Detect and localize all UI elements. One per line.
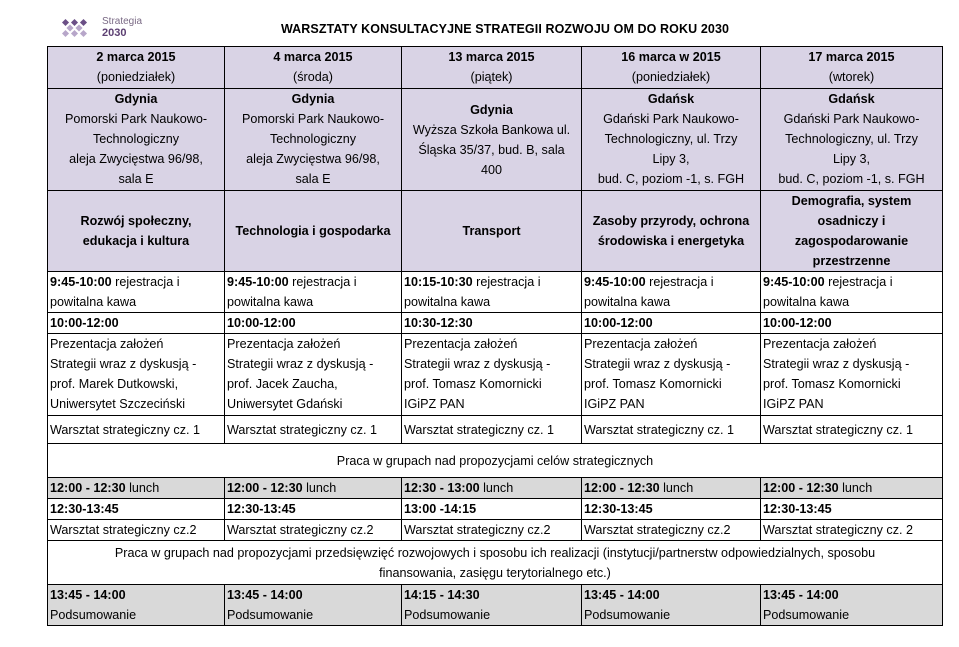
lunch-text: lunch: [125, 481, 160, 495]
registration-text2: powitalna kawa: [50, 295, 137, 309]
logo-year-text: 2030: [102, 27, 127, 39]
summary-cell: [225, 585, 402, 626]
session1-time-cell: 10:00-12:00: [225, 313, 402, 334]
presentation-line: IGiPZ PAN: [763, 397, 824, 411]
presentation-cell: [761, 334, 943, 416]
table-row: [48, 520, 943, 541]
session2-time-cell: 12:30-13:45: [761, 499, 943, 520]
venue-address-line: Technologiczny: [92, 132, 180, 146]
venue-city: Gdańsk: [828, 92, 875, 106]
venue-address-line: aleja Zwycięstwa 96/98,: [246, 152, 380, 166]
registration-line: [227, 272, 399, 292]
venue-address-line: Technologiczny: [269, 132, 357, 146]
workshop1-cell: Warsztat strategiczny cz. 1: [582, 416, 761, 444]
lunch-cell: [761, 478, 943, 499]
date-text: 4 marca 2015: [273, 50, 353, 64]
summary-label: Podsumowanie: [227, 608, 314, 622]
summary-label: Podsumowanie: [50, 608, 137, 622]
venue-address-line: bud. C, poziom -1, s. FGH: [778, 172, 925, 186]
venue-address-line: Gdański Park Naukowo-: [603, 112, 739, 126]
presentation-line: prof. Marek Dutkowski,: [50, 377, 179, 391]
registration-cell: [582, 272, 761, 313]
venue-address-line: Lipy 3,: [832, 152, 871, 166]
lunch-time: 12:00 - 12:30: [763, 481, 839, 495]
registration-line: [50, 272, 222, 292]
presentation-cell: [225, 334, 402, 416]
registration-text: rejestracja i: [472, 275, 541, 289]
registration-line: [404, 272, 579, 292]
venue-address-line: Technologiczny, ul. Trzy: [785, 132, 918, 146]
topic-cell: [582, 191, 761, 272]
lunch-text: lunch: [479, 481, 514, 495]
date-text: 2 marca 2015: [96, 50, 176, 64]
table-row: [48, 541, 943, 585]
table-row: [48, 585, 943, 626]
venue-cell: [761, 89, 943, 191]
registration-text2: powitalna kawa: [227, 295, 314, 309]
topic-line: Demografia, system: [791, 194, 912, 208]
date-header-cell: [225, 47, 402, 89]
venue-address-line: Wyższa Szkoła Bankowa ul.: [412, 122, 571, 137]
topic-line: Zasoby przyrody, ochrona: [592, 214, 750, 228]
date-text: 13 marca 2015: [448, 50, 535, 64]
registration-text: rejestracja i: [645, 275, 714, 289]
presentation-line: prof. Tomasz Komornicki: [404, 377, 542, 391]
registration-time: 9:45-10:00: [50, 275, 112, 289]
presentation-line: prof. Tomasz Komornicki: [584, 377, 722, 391]
registration-cell: [48, 272, 225, 313]
groupwork1-cell: Praca w grupach nad propozycjami celów strategicznych: [48, 444, 943, 478]
venue-cell: [225, 89, 402, 191]
registration-cell: [761, 272, 943, 313]
presentation-line: Uniwersytet Gdański: [227, 397, 343, 411]
venue-city: Gdynia: [291, 92, 335, 106]
workshop1-cell: Warsztat strategiczny cz. 1: [761, 416, 943, 444]
lunch-time: 12:00 - 12:30: [227, 481, 303, 495]
date-header-cell: [761, 47, 943, 89]
topic-cell: [402, 191, 582, 272]
topic-cell: [48, 191, 225, 272]
weekday-text: (poniedziałek): [631, 70, 711, 84]
presentation-line: prof. Tomasz Komornicki: [763, 377, 901, 391]
date-text: 16 marca w 2015: [621, 50, 721, 64]
workshop1-cell: Warsztat strategiczny cz. 1: [402, 416, 582, 444]
topic-line: środowiska i energetyka: [597, 234, 745, 248]
weekday-text: (piątek): [470, 70, 513, 84]
topic-line: osadniczy i: [817, 214, 886, 228]
venue-address-line: aleja Zwycięstwa 96/98,: [69, 152, 203, 166]
venue-address-line: sala E: [295, 172, 331, 186]
presentation-line: Strategii wraz z dyskusją -: [763, 357, 910, 371]
registration-text2: powitalna kawa: [404, 295, 491, 309]
date-text: 17 marca 2015: [808, 50, 895, 64]
presentation-line: Strategii wraz z dyskusją -: [404, 357, 551, 371]
venue-city: Gdynia: [114, 92, 158, 106]
presentation-line: Prezentacja założeń: [763, 337, 877, 351]
presentation-line: Strategii wraz z dyskusją -: [227, 357, 374, 371]
presentation-line: Prezentacja założeń: [584, 337, 698, 351]
presentation-line: IGiPZ PAN: [404, 397, 465, 411]
venue-address-line: 400: [480, 162, 502, 177]
groupwork2-cell: [48, 541, 943, 585]
summary-cell: [402, 585, 582, 626]
weekday-text: (wtorek): [828, 70, 875, 84]
session2-time-cell: 12:30-13:45: [225, 499, 402, 520]
lunch-time: 12:00 - 12:30: [50, 481, 126, 495]
presentation-cell: [48, 334, 225, 416]
table-row: [48, 334, 943, 416]
lunch-cell: [402, 478, 582, 499]
registration-text2: powitalna kawa: [584, 295, 671, 309]
lunch-text: lunch: [659, 481, 694, 495]
lunch-text: lunch: [302, 481, 337, 495]
table-row: [48, 47, 943, 89]
session2-time-cell: 12:30-13:45: [582, 499, 761, 520]
topic-cell: [761, 191, 943, 272]
venue-city: Gdańsk: [647, 92, 695, 106]
weekday-text: (poniedziałek): [96, 70, 176, 84]
registration-text: rejestracja i: [288, 275, 357, 289]
registration-cell: [225, 272, 402, 313]
lunch-time: 12:00 - 12:30: [584, 481, 660, 495]
summary-cell: [761, 585, 943, 626]
venue-city: Gdynia: [470, 102, 513, 117]
venue-address-line: bud. C, poziom -1, s. FGH: [597, 172, 745, 186]
registration-line: [763, 272, 940, 292]
summary-label: Podsumowanie: [404, 608, 491, 622]
summary-time: 13:45 - 14:00: [584, 588, 660, 602]
topic-line: przestrzenne: [812, 254, 891, 268]
presentation-line: Strategii wraz z dyskusją -: [50, 357, 197, 371]
venue-address-line: sala E: [118, 172, 154, 186]
workshop2-cell: Warsztat strategiczny cz.2: [48, 520, 225, 541]
summary-cell: [582, 585, 761, 626]
document-title: WARSZTATY KONSULTACYJNE STRATEGII ROZWOJU OM DO ROKU 2030: [280, 22, 730, 36]
venue-address-line: Lipy 3,: [652, 152, 690, 166]
topic-line: edukacja i kultura: [82, 234, 190, 248]
topic-cell: [225, 191, 402, 272]
groupwork2-line: Praca w grupach nad propozycjami przedsięwzięć rozwojowych i sposobu ich realizacji (instytucji/partnerstw odpowiedzialnych, sposobu: [114, 545, 876, 560]
summary-label: Podsumowanie: [584, 608, 671, 622]
lunch-time: 12:30 - 13:00: [404, 481, 480, 495]
logo: [62, 16, 162, 40]
venue-cell: [582, 89, 761, 191]
workshop2-cell: Warsztat strategiczny cz.2: [402, 520, 582, 541]
table-row: [48, 89, 943, 191]
table-row: [48, 499, 943, 520]
session2-time-cell: 13:00 -14:15: [402, 499, 582, 520]
lunch-cell: [582, 478, 761, 499]
topic-line: Technologia i gospodarka: [235, 224, 391, 238]
presentation-line: Uniwersytet Szczeciński: [50, 397, 186, 411]
topic-line: Rozwój społeczny,: [80, 214, 192, 228]
presentation-line: prof. Jacek Zaucha,: [227, 377, 338, 391]
summary-cell: [48, 585, 225, 626]
table-row: [48, 444, 943, 478]
schedule-table: [47, 46, 943, 626]
weekday-text: (środa): [293, 70, 333, 84]
summary-time: 13:45 - 14:00: [50, 588, 126, 602]
table-row: [48, 191, 943, 272]
lunch-cell: [225, 478, 402, 499]
registration-time: 10:15-10:30: [404, 275, 473, 289]
venue-address-line: Technologiczny, ul. Trzy: [604, 132, 738, 146]
date-header-cell: [402, 47, 582, 89]
topic-line: Transport: [462, 224, 521, 238]
venue-address-line: Gdański Park Naukowo-: [783, 112, 920, 126]
presentation-line: Prezentacja założeń: [227, 337, 341, 351]
presentation-line: Prezentacja założeń: [404, 337, 518, 351]
venue-address-line: Pomorski Park Naukowo-: [64, 112, 208, 126]
session1-time-cell: 10:00-12:00: [582, 313, 761, 334]
date-header-cell: [582, 47, 761, 89]
venue-address-line: Pomorski Park Naukowo-: [241, 112, 385, 126]
registration-text: rejestracja i: [824, 275, 893, 289]
summary-label: Podsumowanie: [763, 608, 850, 622]
date-header-cell: [48, 47, 225, 89]
lunch-text: lunch: [838, 481, 873, 495]
venue-cell: [48, 89, 225, 191]
summary-time: 13:45 - 14:00: [763, 588, 839, 602]
workshop2-cell: Warsztat strategiczny cz.2: [582, 520, 761, 541]
strategia-logo-icon: [62, 18, 88, 38]
registration-text: rejestracja i: [111, 275, 180, 289]
workshop2-cell: Warsztat strategiczny cz. 2: [761, 520, 943, 541]
session2-time-cell: 12:30-13:45: [48, 499, 225, 520]
topic-line: zagospodarowanie: [794, 234, 909, 248]
lunch-cell: [48, 478, 225, 499]
table-row: [48, 272, 943, 313]
venue-cell: [402, 89, 582, 191]
workshop1-cell: Warsztat strategiczny cz. 1: [225, 416, 402, 444]
presentation-line: IGiPZ PAN: [584, 397, 645, 411]
table-row: [48, 416, 943, 444]
logo-brand-text: Strategia: [102, 16, 143, 27]
venue-address-line: Śląska 35/37, bud. B, sala: [418, 142, 565, 157]
presentation-line: Prezentacja założeń: [50, 337, 164, 351]
table-row: [48, 313, 943, 334]
registration-text2: powitalna kawa: [763, 295, 850, 309]
presentation-cell: [582, 334, 761, 416]
session1-time-cell: 10:30-12:30: [402, 313, 582, 334]
registration-time: 9:45-10:00: [584, 275, 646, 289]
registration-line: [584, 272, 758, 292]
summary-time: 13:45 - 14:00: [227, 588, 303, 602]
registration-cell: [402, 272, 582, 313]
session1-time-cell: 10:00-12:00: [48, 313, 225, 334]
groupwork2-line: finansowania, zasięgu terytorialnego etc.): [379, 565, 611, 580]
registration-time: 9:45-10:00: [227, 275, 289, 289]
workshop2-cell: Warsztat strategiczny cz.2: [225, 520, 402, 541]
summary-time: 14:15 - 14:30: [404, 588, 480, 602]
session1-time-cell: 10:00-12:00: [761, 313, 943, 334]
registration-time: 9:45-10:00: [763, 275, 825, 289]
workshop1-cell: Warsztat strategiczny cz. 1: [48, 416, 225, 444]
presentation-cell: [402, 334, 582, 416]
table-row: [48, 478, 943, 499]
presentation-line: Strategii wraz z dyskusją -: [584, 357, 731, 371]
